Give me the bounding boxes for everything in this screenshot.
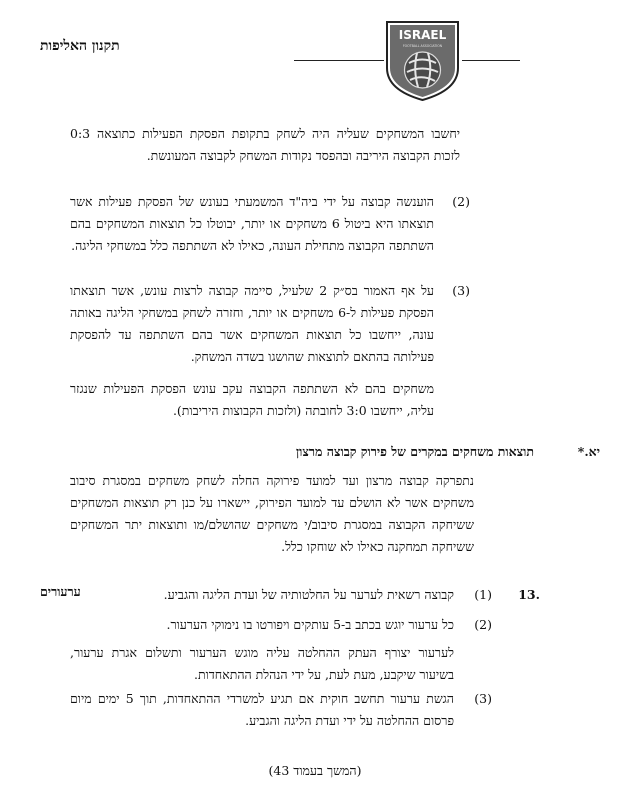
header-rule-left	[294, 60, 384, 61]
item-13-1-text: קבוצה רשאית לערער על החלטותיה של ועדת הליגה והגביע.	[163, 587, 454, 602]
item-2-number: (2)	[452, 194, 470, 209]
section-ya-label: יא.*	[577, 444, 600, 459]
section-13-number: .13	[518, 587, 540, 602]
logo-subtext: FOOTBALL ASSOCIATION	[402, 44, 443, 48]
section-ya-text: נתפרקה קבוצה מרצון ועד למועד פירוקה החלה לשחק משחקים במסגרת סיבוב משחקים אשר לא הושלם עד למועד הפירוק, יישארו על כנן רק תוצאות המשחקים ששיחקה הקבוצה במסגרת סיבוב/י משחקים שהושלם/מו ותוצאות יתר המשחקים ששיחקה תמחקנה כאילו לא שוחקו כלל.	[70, 473, 474, 554]
side-label-appeals: ערעורים	[40, 584, 81, 599]
item-2-text: הוענשה קבוצה על ידי ביה"ד המשמעתי בעונש של הפסקת פעילות אשר תוצאתו היא ביטול 6 משחקים או יותר, יבוטלו כל תוצאות המשחקים בהם השתתפה הקבוצה מתחילת העונה, כאילו לא השתתפה כלל במשחקי הליגה.	[70, 194, 435, 253]
section-ya-heading: תוצאות משחקים במקרים של פירוק קבוצה מרצון	[295, 444, 534, 459]
item-13-2-text: כל ערעור יוגש בכתב ב-5 עותקים ויפורטו בו נימוקי הערעור.	[166, 617, 454, 632]
logo-text: ISRAEL	[398, 28, 447, 42]
item-3-text: על אף האמור בס״ק 2 שלעיל, סיימה קבוצה לרצות עונש, אשר תוצאתו הפסקת פעילות ל-6 משחקים או יותר, וחזרה לשחק במשחקי הליגה באותה עונה, ייחשבו כל תוצאות המשחקים אשר בהם השתתפה עד להפסקת פעילותה בהתאם לתוצאות שהושגו בשדה המשחק.	[70, 283, 434, 364]
item-13-1-number: (1)	[474, 587, 492, 602]
item-13-2-number: (2)	[474, 617, 492, 632]
continuation-footer: (המשך בעמוד 43)	[268, 763, 362, 778]
item-3-text-cont: משחקים בהם לא השתתפה הקבוצה עקב עונש הפסקת הפעילות שנגזר עליה, ייחשבו 3:0 לחובתה (ולזכות הקבוצות היריבות).	[70, 381, 434, 418]
israel-fa-logo-icon	[383, 18, 462, 102]
intro-paragraph: יחשבו המשחקים שעליה היה לשחק בתקופת הפסקת הפעילות כתוצאה 0:3 לזכות הקבוצה היריבה ובהפסד נקודות המשחק לקבוצה המעונשת.	[70, 126, 460, 163]
appeal-fee-note: לערעור יצורף העתק ההחלטה עליה מוגש הערעור ותשלום אגרת ערעור, בשיעור שיקבע, מעת לעת, על ידי הנהלת ההתאחדות.	[70, 645, 454, 682]
header-rule-right	[462, 60, 520, 61]
header-title: תקנון האליפות	[40, 38, 120, 54]
item-3-number: (3)	[452, 283, 470, 298]
item-13-3-number: (3)	[474, 691, 492, 706]
item-13-3-text: הגשת ערעור תחשב חוקית אם תגיע למשרדי ההתאחדות, תוך 5 ימים מיום פרסום ההחלטה על ידי ועדת הליגה והגביע.	[70, 691, 454, 728]
